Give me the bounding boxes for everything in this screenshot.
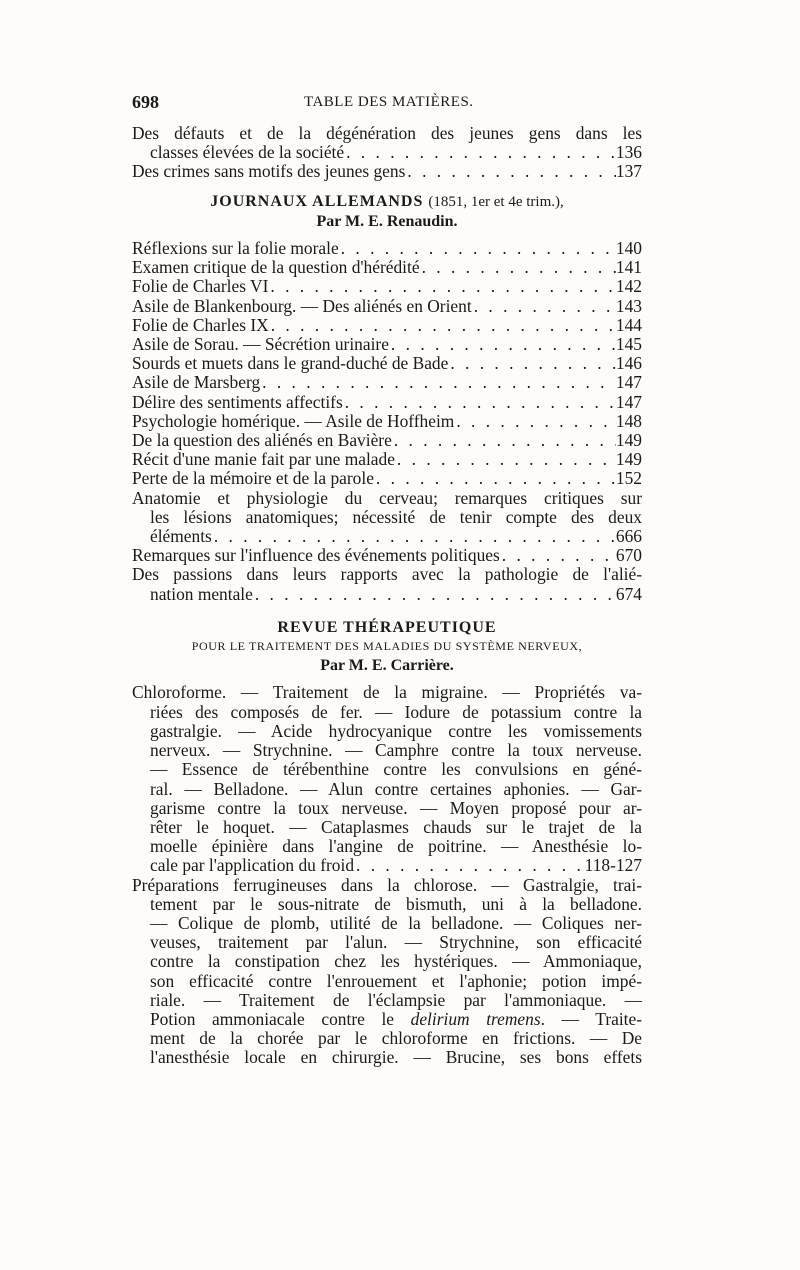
toc-entry <box>132 277 642 296</box>
toc-entry-label: Folie de Charles VI <box>132 276 269 297</box>
toc-entry <box>132 297 642 316</box>
toc-entry-page: 118-127 <box>584 855 642 876</box>
dot-leader <box>448 354 616 373</box>
toc-entry-label: Asile de Sorau. — Sécrétion urinaire <box>132 334 389 355</box>
dot-leader <box>354 856 585 875</box>
dot-leader <box>374 469 616 488</box>
paragraph-line: garisme contre la toux nerveuse. — Moyen proposé pour ar- <box>150 797 642 818</box>
paragraph-line: — Colique de plomb, utilité de la belladone. — Coliques ner- <box>150 912 642 933</box>
toc-entry-label: Remarques sur l'influence des événements politiques <box>132 545 500 566</box>
paragraph-line: rêter le hoquet. — Cataplasmes chauds sur le trajet de la <box>150 816 642 837</box>
toc-entry-page: 145 <box>615 334 642 355</box>
toc-entry-label: Folie de Charles IX <box>132 314 269 335</box>
toc-entry-label: Des crimes sans motifs des jeunes gens <box>132 161 406 182</box>
running-title: TABLE DES MATIÈRES. <box>304 94 474 110</box>
toc-entry-page: 146 <box>615 353 642 374</box>
text-segment: Potion ammoniacale contre le <box>150 1008 411 1029</box>
section-title: REVUE THÉRAPEUTIQUE <box>277 618 497 636</box>
dot-leader <box>405 162 616 181</box>
section-title-extra: (1851, 1er et 4e trim.), <box>428 193 564 210</box>
table-of-contents <box>132 124 642 1068</box>
dot-leader <box>212 527 616 546</box>
toc-entry-label: Psychologie homérique. — Asile de Hoffheim <box>132 410 455 431</box>
paragraph-line: moelle épinière dans l'angine de poitrine. — Anesthésie lo- <box>150 836 642 857</box>
dot-leader <box>268 277 616 296</box>
toc-entry-page: 136 <box>615 142 642 163</box>
toc-entry <box>132 373 642 392</box>
paragraph-line: ment de la chorée par le chloroforme en frictions. — De <box>150 1028 642 1049</box>
paragraph-line: Chloroforme. — Traitement de la migraine. — Propriétés va- <box>132 682 642 703</box>
toc-entry-line: les lésions anatomiques; nécessité de tenir compte des deux <box>150 506 642 527</box>
dot-leader <box>420 258 616 277</box>
paragraph-line: gastralgie. — Acide hydrocyanique contre les vomissements <box>150 720 642 741</box>
dot-leader <box>472 297 616 316</box>
toc-entry <box>132 450 642 469</box>
section-author: Par M. E. Carrière. <box>320 657 454 675</box>
toc-entry-label: Asile de Marsberg <box>132 372 261 393</box>
paragraph-line: l'anesthésie locale en chirurgie. — Brucine, ses bons effets <box>150 1047 642 1068</box>
toc-entry-page: 147 <box>615 372 642 393</box>
toc-entry <box>132 316 642 335</box>
dot-leader <box>339 239 616 258</box>
toc-entry-label: Récit d'une manie fait par une malade <box>132 449 395 470</box>
toc-entry <box>132 412 642 431</box>
toc-entry-page: 666 <box>615 526 642 547</box>
paragraph-line: riées des composés de fer. — Iodure de potassium contre la <box>150 701 642 722</box>
toc-entry <box>132 335 642 354</box>
paragraph-line: nerveux. — Strychnine. — Camphre contre la toux nerveuse. <box>150 740 642 761</box>
dot-leader <box>344 143 616 162</box>
paragraph-line: ral. — Belladone. — Alun contre certaines aphonies. — Gar- <box>150 778 642 799</box>
paragraph-line: son efficacité contre l'enrouement et l'aphonie; potion impé- <box>150 970 642 991</box>
paragraph-line <box>132 1010 642 1029</box>
toc-entry <box>132 239 642 258</box>
toc-entry-page: 137 <box>615 161 642 182</box>
toc-entry <box>132 546 642 565</box>
toc-entry-label: Perte de la mémoire et de la parole <box>132 468 374 489</box>
paragraph-line: contre la constipation chez les hystériques. — Ammoniaque, <box>150 951 642 972</box>
section-title: JOURNAUX ALLEMANDS <box>210 192 424 210</box>
toc-entry <box>132 354 642 373</box>
toc-entry-page: 142 <box>615 276 642 297</box>
paragraph-line: tement par le sous-nitrate de bismuth, uni à la belladone. <box>150 893 642 914</box>
paragraph-line: riale. — Traitement de l'éclampsie par l'ammoniaque. — <box>150 989 642 1010</box>
toc-entry-page: 674 <box>615 583 642 604</box>
toc-entry <box>132 469 642 488</box>
page-number: 698 <box>132 92 159 112</box>
paragraph-line: veuses, traitement par l'alun. — Strychnine, son efficacité <box>150 932 642 953</box>
toc-entry-label: Asile de Blankenbourg. — Des aliénés en Orient <box>132 295 472 316</box>
toc-entry-label: De la question des aliénés en Bavière <box>132 430 392 451</box>
toc-entry-label: Délire des sentiments affectifs <box>132 391 343 412</box>
dot-leader <box>500 546 616 565</box>
toc-entry-label: Réflexions sur la folie morale <box>132 238 339 259</box>
page-header <box>132 92 642 116</box>
toc-entry-label: Examen critique de la question d'hérédité <box>132 257 420 278</box>
dot-leader <box>389 335 616 354</box>
toc-entry-page: 143 <box>615 295 642 316</box>
toc-entry-label: Sourds et muets dans le grand-duché de Bade <box>132 353 449 374</box>
toc-entry-line: Anatomie et physiologie du cerveau; remarques critiques sur <box>132 487 642 508</box>
toc-entry <box>132 393 642 412</box>
dot-leader <box>253 585 616 604</box>
section-entries <box>132 239 642 489</box>
toc-entry-page: 148 <box>615 410 642 431</box>
paragraph-line: — Essence de térébenthine contre les convulsions en géné- <box>150 759 642 780</box>
toc-entry <box>132 162 642 181</box>
toc-entry-page: 141 <box>615 257 642 278</box>
text-segment: . — Traite- <box>540 1008 642 1029</box>
toc-entry-line: Des passions dans leurs rapports avec la pathologie de l'alié- <box>132 564 642 585</box>
paragraph-chloroforme <box>132 683 642 856</box>
toc-entry-page: 670 <box>615 545 642 566</box>
toc-entry <box>132 258 642 277</box>
toc-entry-page: 140 <box>615 238 642 259</box>
dot-leader <box>392 431 616 450</box>
paragraph-line: Préparations ferrugineuses dans la chlorose. — Gastralgie, trai- <box>132 874 642 895</box>
toc-entry-label: cale par l'application du froid <box>150 855 355 876</box>
toc-entry <box>132 143 642 162</box>
toc-entry <box>132 527 642 546</box>
dot-leader <box>260 373 616 392</box>
toc-entry-page: 144 <box>615 314 642 335</box>
toc-entry-label: éléments <box>150 526 212 547</box>
toc-entry-page: 149 <box>615 430 642 451</box>
toc-entry <box>132 585 642 604</box>
toc-entry-page: 149 <box>615 449 642 470</box>
italic-segment: delirium tremens <box>410 1008 541 1029</box>
toc-entry-page: 152 <box>615 468 642 489</box>
dot-leader <box>395 450 616 469</box>
section-author: Par M. E. Renaudin. <box>316 212 458 230</box>
toc-entry-line: Des défauts et de la dégénération des jeunes gens dans les <box>132 123 642 143</box>
dot-leader <box>269 316 616 335</box>
toc-entry-label: nation mentale <box>150 583 253 604</box>
paragraph-preparations <box>132 876 642 1010</box>
section-subtitle: POUR LE TRAITEMENT DES MALADIES DU SYSTÈME NERVEUX, <box>191 639 583 654</box>
dot-leader <box>454 412 616 431</box>
section-heading <box>132 192 642 212</box>
toc-entry-page: 147 <box>615 391 642 412</box>
toc-entry-label: classes élevées de la société <box>150 142 345 163</box>
dot-leader <box>343 393 616 412</box>
toc-entry <box>132 431 642 450</box>
toc-entry <box>132 856 642 875</box>
